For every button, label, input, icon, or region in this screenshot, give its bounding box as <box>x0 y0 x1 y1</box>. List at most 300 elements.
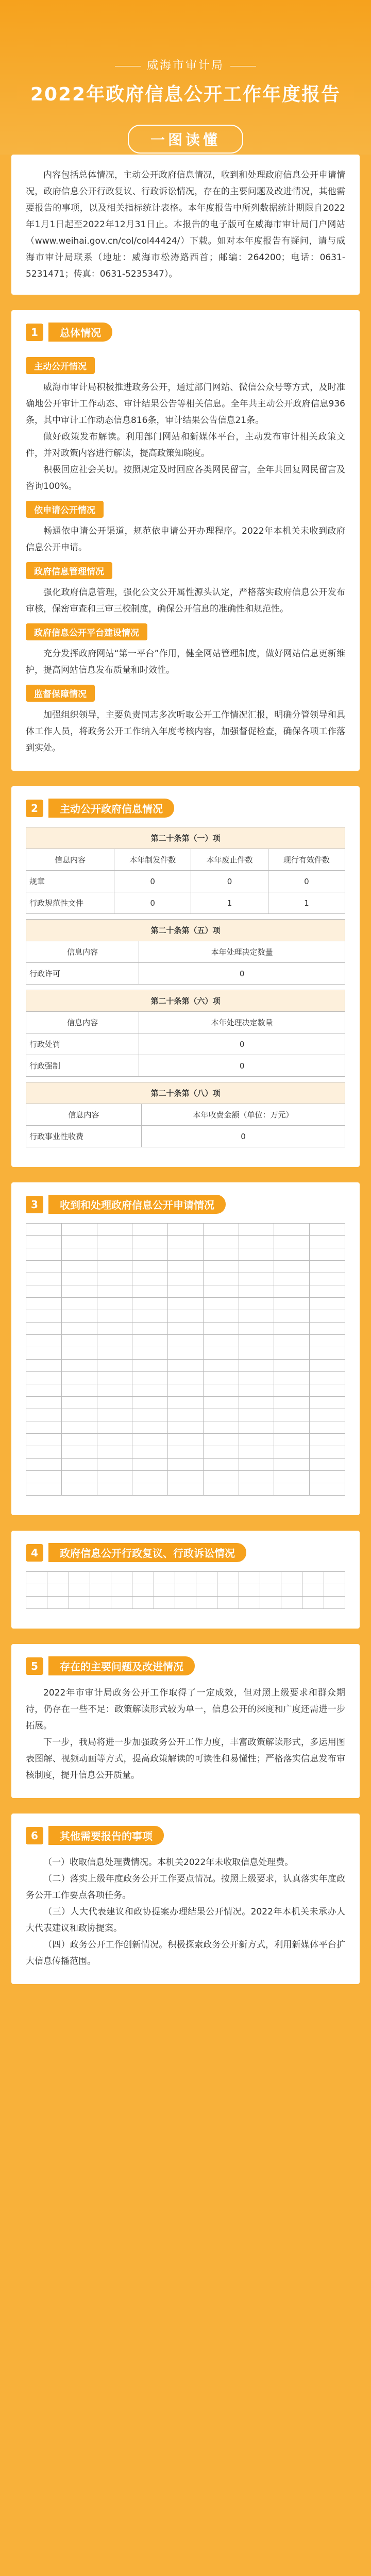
table-item-8 <box>26 1082 345 1147</box>
cell <box>310 1273 345 1285</box>
cell <box>310 1483 345 1496</box>
cell <box>90 1597 111 1609</box>
cell <box>132 1409 168 1421</box>
cell <box>97 1285 132 1298</box>
cell <box>26 1310 62 1323</box>
cell <box>203 1409 239 1421</box>
sub-title: 监督保障情况 <box>26 685 95 702</box>
cell <box>281 1584 302 1597</box>
cell <box>274 1224 310 1236</box>
cell <box>168 1335 204 1347</box>
cell <box>203 1273 239 1285</box>
table-item-6 <box>26 990 345 1077</box>
cell <box>310 1421 345 1434</box>
cell <box>168 1483 204 1496</box>
section-title: 政府信息公开行政复议、行政诉讼情况 <box>48 1543 246 1562</box>
cell <box>154 1572 175 1584</box>
table-row <box>26 1033 345 1055</box>
cell <box>97 1335 132 1347</box>
cell <box>132 1572 154 1584</box>
cell <box>310 1323 345 1335</box>
cell <box>274 1421 310 1434</box>
table-row <box>26 1446 345 1459</box>
cell <box>168 1248 204 1261</box>
cell <box>203 1397 239 1409</box>
section-number: 3 <box>26 1196 43 1213</box>
cell <box>239 1372 274 1384</box>
cell <box>69 1572 90 1584</box>
cell <box>239 1261 274 1273</box>
cell <box>324 1597 345 1609</box>
cell <box>203 1261 239 1273</box>
section-applications <box>11 1182 360 1515</box>
cell <box>281 1572 302 1584</box>
cell <box>175 1584 196 1597</box>
col-header: 信息内容 <box>26 941 139 963</box>
cell <box>274 1323 310 1335</box>
cell <box>61 1434 97 1446</box>
table-row <box>26 1434 345 1446</box>
cell <box>97 1421 132 1434</box>
cell <box>274 1335 310 1347</box>
cell <box>168 1298 204 1310</box>
cell <box>217 1572 239 1584</box>
cell <box>132 1224 168 1236</box>
table-row <box>26 1597 345 1609</box>
cell <box>310 1459 345 1471</box>
cell <box>97 1323 132 1335</box>
section-other <box>11 1814 360 1984</box>
cell <box>203 1421 239 1434</box>
cell <box>168 1446 204 1459</box>
cell <box>168 1372 204 1384</box>
cell <box>196 1572 217 1584</box>
cell <box>203 1248 239 1261</box>
cell <box>97 1397 132 1409</box>
intro-paragraph: 内容包括总体情况，主动公开政府信息情况，收到和处理政府信息公开申请情况，政府信息公开行政复议、行政诉讼情况，存在的主要问题及改进情况，其他需要报告的事项，以及相关指标统计表格。本年度报告中所列数据统计期限自2022年1月1日起至2022年12月31日止。本报告的电子版可在威海市审计局门户网站（www.weihai.gov.cn/col/col44424/）下载。如对本年度报告有疑问，请与威海市审计局联系（地址：威海市松涛路西首；邮编：264200；电话：0631-5231471；传真：0631-5235347）。 <box>11 155 360 295</box>
paragraph: 加强组织领导，主要负责同志多次听取公开工作情况汇报，明确分管领导和具体工作人员，将政务公开工作纳入年度考核内容，加强督促检查，确保各项工作落到实处。 <box>26 710 345 753</box>
cell <box>97 1409 132 1421</box>
cell <box>61 1483 97 1496</box>
col-header: 本年处理决定数量 <box>139 1012 345 1033</box>
cell <box>26 1224 62 1236</box>
cell <box>324 1572 345 1584</box>
cell <box>274 1285 310 1298</box>
cell: 行政规范性文件 <box>26 892 114 914</box>
cell <box>274 1236 310 1248</box>
cell <box>203 1446 239 1459</box>
cell <box>97 1360 132 1372</box>
cell <box>203 1483 239 1496</box>
cell <box>175 1597 196 1609</box>
cell <box>239 1273 274 1285</box>
cell <box>132 1310 168 1323</box>
cell <box>274 1248 310 1261</box>
cell <box>26 1397 62 1409</box>
cell <box>132 1335 168 1347</box>
cell <box>203 1298 239 1310</box>
cell <box>61 1397 97 1409</box>
cell: 行政处罚 <box>26 1033 139 1055</box>
cell <box>239 1584 260 1597</box>
cell <box>203 1347 239 1360</box>
cell <box>239 1248 274 1261</box>
cell <box>274 1298 310 1310</box>
table-row <box>26 1372 345 1384</box>
cell <box>168 1471 204 1483</box>
cell <box>168 1261 204 1273</box>
table-row <box>26 1584 345 1597</box>
cell <box>97 1471 132 1483</box>
cell <box>61 1372 97 1384</box>
cell <box>97 1384 132 1397</box>
cell <box>132 1483 168 1496</box>
table-header: 第二十条第（五）项 <box>26 920 345 941</box>
cell <box>97 1446 132 1459</box>
cell <box>274 1384 310 1397</box>
cell <box>61 1285 97 1298</box>
section-number: 1 <box>26 324 43 341</box>
cell <box>196 1584 217 1597</box>
section-title: 存在的主要问题及改进情况 <box>48 1656 195 1675</box>
cell <box>111 1597 132 1609</box>
cell <box>203 1459 239 1471</box>
cell <box>203 1434 239 1446</box>
cell: 行政事业性收费 <box>26 1126 142 1147</box>
cell <box>132 1236 168 1248</box>
cell <box>47 1584 69 1597</box>
cell <box>239 1446 274 1459</box>
table-row <box>26 1298 345 1310</box>
cell <box>26 1323 62 1335</box>
section-review-litigation <box>11 1531 360 1629</box>
cell <box>203 1335 239 1347</box>
cell <box>132 1372 168 1384</box>
cell <box>61 1248 97 1261</box>
cell <box>61 1298 97 1310</box>
cell <box>61 1347 97 1360</box>
paragraph: 下一步，我局将进一步加强政务公开工作力度，丰富政策解读形式，多运用图表图解、视频动画等方式，提高政策解读的可读性和易懂性；严格落实信息发布审核制度，提升信息公开质量。 <box>26 1737 345 1781</box>
cell: 1 <box>191 892 268 914</box>
cell <box>239 1335 274 1347</box>
cell <box>239 1459 274 1471</box>
cell <box>239 1397 274 1409</box>
cell <box>239 1434 274 1446</box>
cell: 0 <box>268 871 345 892</box>
cell <box>26 1372 62 1384</box>
table-row <box>26 1384 345 1397</box>
cell <box>310 1434 345 1446</box>
table-row <box>26 1126 345 1147</box>
section-title: 总体情况 <box>48 323 112 342</box>
cell <box>90 1584 111 1597</box>
cell <box>132 1384 168 1397</box>
cell <box>26 1335 62 1347</box>
cell <box>47 1597 69 1609</box>
cell <box>203 1372 239 1384</box>
cell: 行政强制 <box>26 1055 139 1077</box>
cell <box>281 1597 302 1609</box>
cell <box>310 1384 345 1397</box>
cell <box>26 1360 62 1372</box>
table-row <box>26 871 345 892</box>
section-active-disclosure <box>11 786 360 1167</box>
cell <box>260 1572 281 1584</box>
section-number: 5 <box>26 1657 43 1675</box>
table-item-5 <box>26 919 345 985</box>
section-header <box>26 799 345 818</box>
cell <box>239 1572 260 1584</box>
table-item-1 <box>26 827 345 914</box>
cell <box>26 1384 62 1397</box>
table-row <box>26 1335 345 1347</box>
cell <box>168 1273 204 1285</box>
cell <box>132 1597 154 1609</box>
cell <box>132 1273 168 1285</box>
cell <box>132 1446 168 1459</box>
cell <box>310 1397 345 1409</box>
cell <box>26 1236 62 1248</box>
table-header: 第二十条第（六）项 <box>26 990 345 1012</box>
header-title: 2022年政府信息公开工作年度报告 <box>30 84 341 105</box>
cell <box>168 1285 204 1298</box>
cell <box>274 1360 310 1372</box>
cell <box>132 1285 168 1298</box>
cell: 0 <box>139 1055 345 1077</box>
cell <box>239 1409 274 1421</box>
cell <box>260 1597 281 1609</box>
section-number: 2 <box>26 800 43 817</box>
cell <box>168 1347 204 1360</box>
cell <box>324 1584 345 1597</box>
cell <box>26 1285 62 1298</box>
cell <box>260 1584 281 1597</box>
cell <box>132 1261 168 1273</box>
footer-space <box>0 1984 371 2025</box>
table-header: 第二十条第（一）项 <box>26 827 345 849</box>
cell <box>274 1409 310 1421</box>
header-subtitle: 威海市审计局 <box>0 57 371 73</box>
cell <box>239 1483 274 1496</box>
cell <box>310 1409 345 1421</box>
cell <box>310 1347 345 1360</box>
cell <box>61 1323 97 1335</box>
cell <box>274 1397 310 1409</box>
cell <box>168 1459 204 1471</box>
cell <box>132 1347 168 1360</box>
cell: 规章 <box>26 871 114 892</box>
cell: 0 <box>114 892 191 914</box>
col-header: 现行有效件数 <box>268 849 345 871</box>
cell <box>203 1323 239 1335</box>
cell <box>26 1434 62 1446</box>
cell <box>168 1323 204 1335</box>
cell <box>132 1421 168 1434</box>
cell <box>274 1273 310 1285</box>
cell <box>132 1584 154 1597</box>
cell <box>239 1597 260 1609</box>
section-header <box>26 1543 345 1562</box>
cell <box>217 1584 239 1597</box>
cell <box>61 1446 97 1459</box>
header <box>0 0 371 155</box>
sub-title: 主动公开情况 <box>26 357 95 374</box>
cell <box>132 1434 168 1446</box>
cell <box>26 1409 62 1421</box>
cell <box>132 1471 168 1483</box>
table-row <box>26 1397 345 1409</box>
section-number: 6 <box>26 1827 43 1844</box>
cell <box>97 1224 132 1236</box>
paragraph: （四）政务公开工作创新情况。积极探索政务公开新方式，利用新媒体平台扩大信息传播范围。 <box>26 1940 345 1967</box>
table-row <box>26 963 345 985</box>
table-row <box>26 1224 345 1236</box>
cell <box>310 1224 345 1236</box>
cell: 0 <box>139 1033 345 1055</box>
cell <box>132 1323 168 1335</box>
table-row <box>26 1285 345 1298</box>
cell <box>26 1273 62 1285</box>
cell <box>203 1285 239 1298</box>
cell <box>61 1273 97 1285</box>
cell <box>69 1584 90 1597</box>
section-number: 4 <box>26 1544 43 1562</box>
paragraph: （一）收取信息处理费情况。本机关2022年未收取信息处理费。 <box>43 1857 294 1868</box>
cell <box>132 1459 168 1471</box>
cell <box>97 1434 132 1446</box>
cell <box>61 1261 97 1273</box>
header-pill: 一图读懂 <box>128 125 243 154</box>
cell <box>310 1372 345 1384</box>
applications-matrix <box>26 1223 345 1496</box>
cell <box>203 1236 239 1248</box>
cell <box>47 1572 69 1584</box>
cell <box>239 1310 274 1323</box>
cell <box>26 1421 62 1434</box>
cell <box>302 1584 324 1597</box>
cell <box>26 1261 62 1273</box>
cell <box>239 1347 274 1360</box>
col-header: 信息内容 <box>26 1012 139 1033</box>
cell <box>168 1360 204 1372</box>
cell <box>61 1384 97 1397</box>
paragraph: 充分发挥政府网站“第一平台”作用，健全网站管理制度，做好网站信息更新维护，提高网站信息发布质量和时效性。 <box>26 649 345 675</box>
cell <box>26 1347 62 1360</box>
table-row <box>26 1055 345 1077</box>
table-row <box>26 1572 345 1584</box>
cell <box>310 1261 345 1273</box>
cell <box>168 1434 204 1446</box>
cell <box>26 1584 47 1597</box>
table-row <box>26 1261 345 1273</box>
cell <box>203 1384 239 1397</box>
cell <box>274 1261 310 1273</box>
table-row <box>26 1409 345 1421</box>
cell <box>69 1597 90 1609</box>
table-row <box>26 1360 345 1372</box>
cell <box>274 1434 310 1446</box>
cell <box>168 1421 204 1434</box>
cell <box>132 1397 168 1409</box>
cell <box>168 1310 204 1323</box>
section-title: 其他需要报告的事项 <box>48 1826 164 1845</box>
cell <box>90 1572 111 1584</box>
cell <box>310 1335 345 1347</box>
cell: 1 <box>268 892 345 914</box>
review-matrix <box>26 1571 345 1609</box>
cell <box>217 1597 239 1609</box>
table-row <box>26 1273 345 1285</box>
cell <box>274 1459 310 1471</box>
cell <box>168 1236 204 1248</box>
cell <box>61 1360 97 1372</box>
table-row <box>26 1310 345 1323</box>
col-header: 本年收费金额（单位：万元） <box>142 1104 345 1126</box>
cell: 行政许可 <box>26 963 139 985</box>
table-row <box>26 1421 345 1434</box>
cell <box>203 1310 239 1323</box>
cell <box>26 1248 62 1261</box>
paragraph: 畅通依申请公开渠道，规范依申请公开办理程序。2022年本机关未收到政府信息公开申请。 <box>26 526 345 553</box>
cell: 0 <box>114 871 191 892</box>
table-row <box>26 1483 345 1496</box>
sub-title: 政府信息公开平台建设情况 <box>26 623 147 640</box>
col-header: 信息内容 <box>26 1104 142 1126</box>
cell <box>302 1597 324 1609</box>
cell <box>26 1471 62 1483</box>
table-row <box>26 1347 345 1360</box>
col-header: 本年处理决定数量 <box>139 941 345 963</box>
cell <box>97 1248 132 1261</box>
cell <box>274 1372 310 1384</box>
table-row <box>26 1236 345 1248</box>
cell <box>203 1360 239 1372</box>
cell <box>97 1483 132 1496</box>
cell <box>168 1224 204 1236</box>
paragraph: 做好政策发布解读。利用部门网站和新媒体平台，主动发布审计相关政策文件，并对政策内容进行解读，提高政策知晓度。 <box>26 432 345 459</box>
cell <box>97 1459 132 1471</box>
sub-title: 政府信息管理情况 <box>26 562 112 579</box>
cell <box>97 1236 132 1248</box>
cell <box>61 1471 97 1483</box>
cell <box>175 1572 196 1584</box>
sub-title: 依申请公开情况 <box>26 501 104 518</box>
section-header <box>26 323 345 342</box>
cell <box>26 1597 47 1609</box>
cell <box>310 1298 345 1310</box>
cell <box>97 1273 132 1285</box>
cell: 0 <box>139 963 345 985</box>
cell <box>274 1471 310 1483</box>
cell <box>154 1584 175 1597</box>
cell <box>26 1572 47 1584</box>
cell <box>239 1298 274 1310</box>
section-problems <box>11 1644 360 1798</box>
col-header: 本年制发件数 <box>114 849 191 871</box>
paragraph: 威海市审计局积极推进政务公开，通过部门网站、微信公众号等方式，及时准确地公开审计工作动态、审计结果公告等相关信息。全年共主动公开政府信息936条，其中审计工作动态信息816条，审计结果公告信息21条。 <box>26 382 345 426</box>
table-row <box>26 1248 345 1261</box>
cell <box>302 1572 324 1584</box>
cell <box>97 1372 132 1384</box>
cell <box>154 1597 175 1609</box>
paragraph: （三）人大代表建议和政协提案办理结果公开情况。2022年本机关未承办人大代表建议和政协提案。 <box>26 1907 345 1934</box>
table-row <box>26 1323 345 1335</box>
section-header <box>26 1656 345 1675</box>
cell <box>239 1360 274 1372</box>
cell <box>239 1236 274 1248</box>
cell <box>97 1310 132 1323</box>
paragraph: 强化政府信息管理，强化公文公开属性源头认定，严格落实政府信息公开发布审核，保密审查和三审三校制度，确保公开信息的准确性和规范性。 <box>26 587 345 614</box>
